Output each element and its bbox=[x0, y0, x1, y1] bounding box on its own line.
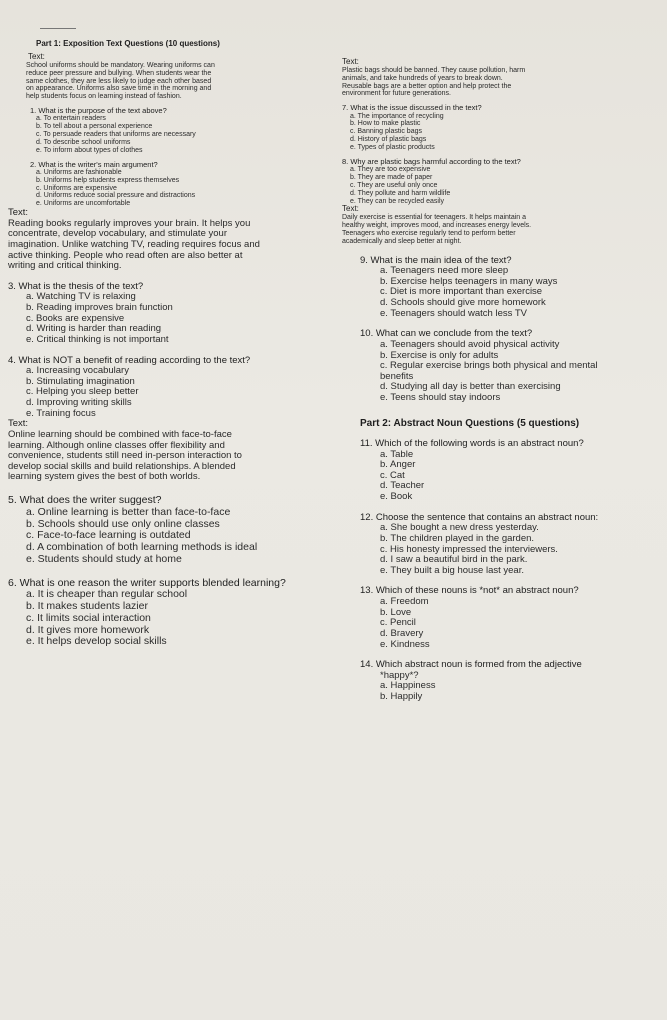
answer-option: b. Exercise helps teenagers in many ways bbox=[380, 275, 558, 287]
passage-line: School uniforms should be mandatory. Wearing uniforms can bbox=[26, 61, 215, 69]
top-rule bbox=[40, 28, 76, 29]
text-label: Text: bbox=[8, 207, 29, 219]
answer-option: e. It helps develop social skills bbox=[26, 635, 167, 648]
answer-option: d. A combination of both learning methods is ideal bbox=[26, 541, 258, 554]
text-label: Text: bbox=[28, 51, 45, 61]
passage-line: concentrate, develop vocabulary, and stimulate your bbox=[8, 228, 227, 240]
answer-option: a. Increasing vocabulary bbox=[26, 365, 129, 377]
question: 5. What does the writer suggest? bbox=[8, 494, 162, 507]
answer-option: a. She bought a new dress yesterday. bbox=[380, 522, 539, 534]
answer-option: d. It gives more homework bbox=[26, 623, 150, 636]
answer-option: a. Teenagers should avoid physical activity bbox=[380, 338, 560, 350]
question: 10. What can we conclude from the text? bbox=[360, 328, 533, 340]
left-column bbox=[6, 40, 336, 648]
question: 8. Why are plastic bags harmful according to the text? bbox=[342, 156, 521, 166]
text-label: Text: bbox=[342, 204, 359, 214]
question: 6. What is one reason the writer supports blended learning? bbox=[8, 576, 286, 589]
passage-line: Reading books regularly improves your brain. It helps you bbox=[8, 217, 251, 229]
question: 12. Choose the sentence that contains an abstract noun: bbox=[360, 511, 599, 523]
answer-option: b. It makes students lazier bbox=[26, 600, 148, 613]
passage-line: help students focus on learning instead of fashion. bbox=[26, 93, 182, 101]
answer-option: b. To tell about a personal experience bbox=[36, 123, 153, 131]
answer-option: a. The importance of recycling bbox=[350, 112, 444, 120]
answer-option: e. They built a big house last year. bbox=[380, 564, 524, 576]
text-label: Text: bbox=[342, 57, 359, 66]
answer-option: d. Bravery bbox=[380, 627, 424, 639]
passage-line: academically and sleep better at night. bbox=[342, 237, 462, 245]
answer-option: e. They can be recycled easily bbox=[350, 197, 445, 205]
answer-option: *happy*? bbox=[380, 669, 419, 681]
answer-option: c. Diet is more important than exercise bbox=[380, 286, 543, 298]
answer-option: e. Uniforms are uncomfortable bbox=[36, 200, 131, 208]
passage-line: imagination. Unlike watching TV, reading requires focus and bbox=[8, 238, 260, 250]
answer-option: a. They are too expensive bbox=[350, 166, 431, 174]
answer-option: d. They pollute and harm wildlife bbox=[350, 189, 451, 197]
question: 9. What is the main idea of the text? bbox=[360, 254, 512, 266]
question: 2. What is the writer's main argument? bbox=[30, 159, 158, 169]
answer-option: e. Kindness bbox=[380, 638, 430, 650]
passage-line: Online learning should be combined with face-to-face bbox=[8, 428, 232, 440]
question: 4. What is NOT a benefit of reading according to the text? bbox=[8, 354, 251, 366]
question: 3. What is the thesis of the text? bbox=[8, 280, 144, 292]
answer-option: d. I saw a beautiful bird in the park. bbox=[380, 554, 528, 566]
answer-option: e. Book bbox=[380, 491, 413, 503]
answer-option: c. Face-to-face learning is outdated bbox=[26, 529, 191, 542]
answer-option: b. Uniforms help students express themselves bbox=[36, 176, 180, 184]
passage-line: Teenagers who exercise regularly tend to perform better bbox=[342, 229, 516, 237]
answer-option: c. Regular exercise brings both physical and mental bbox=[380, 360, 598, 372]
passage-line: same clothes, they are less likely to judge each other based bbox=[26, 77, 212, 85]
answer-option: e. Teenagers should watch less TV bbox=[380, 307, 527, 319]
answer-option: a. Freedom bbox=[380, 596, 429, 608]
answer-option: a. It is cheaper than regular school bbox=[26, 588, 188, 601]
answer-option: c. His honesty impressed the interviewers. bbox=[380, 543, 558, 555]
answer-option: c. Banning plastic bags bbox=[350, 128, 422, 136]
passage-line: develop social skills and build relationships. A blended bbox=[8, 460, 236, 472]
right-column bbox=[340, 58, 662, 703]
answer-option: a. Happiness bbox=[380, 680, 436, 692]
answer-option: c. It limits social interaction bbox=[26, 611, 151, 624]
answer-option: b. Anger bbox=[380, 459, 416, 471]
answer-option: a. Watching TV is relaxing bbox=[26, 291, 136, 303]
answer-option: b. Exercise is only for adults bbox=[380, 349, 499, 361]
answer-option: a. Online learning is better than face-to-face bbox=[26, 505, 231, 518]
passage-line: learning. Although online classes offer flexibility and bbox=[8, 439, 225, 451]
answer-option: d. Teacher bbox=[380, 480, 425, 492]
answer-option: b. Stimulating imagination bbox=[26, 375, 135, 387]
answer-option: d. History of plastic bags bbox=[350, 136, 427, 144]
answer-option: b. They are made of paper bbox=[350, 174, 433, 182]
answer-option: d. Improving writing skills bbox=[26, 397, 132, 409]
answer-option: b. Schools should use only online classes bbox=[26, 517, 220, 530]
passage-line: writing and critical thinking. bbox=[8, 260, 122, 272]
section-heading: Part 2: Abstract Noun Questions (5 questions) bbox=[360, 417, 580, 429]
answer-option: d. Studying all day is better than exercising bbox=[380, 381, 561, 393]
passage-line: on appearance. Uniforms also save time in the morning and bbox=[26, 85, 212, 93]
answer-option: b. Happily bbox=[380, 691, 423, 703]
text-label: Text: bbox=[8, 418, 29, 430]
question: 13. Which of these nouns is *not* an abstract noun? bbox=[360, 585, 579, 597]
answer-option: c. They are useful only once bbox=[350, 181, 438, 189]
answer-option: d. Schools should give more homework bbox=[380, 297, 546, 309]
passage-line: environment for future generations. bbox=[342, 90, 451, 98]
section-heading: Part 1: Exposition Text Questions (10 questions) bbox=[36, 39, 220, 48]
passage-line: Reusable bags are a better option and help protect the bbox=[342, 82, 512, 90]
passage-line: Plastic bags should be banned. They cause pollution, harm bbox=[342, 66, 526, 74]
passage-line: Daily exercise is essential for teenagers. It helps maintain a bbox=[342, 214, 527, 222]
answer-option: c. To persuade readers that uniforms are necessary bbox=[36, 131, 196, 139]
answer-option: e. Teens should stay indoors bbox=[380, 392, 501, 404]
passage-line: active thinking. People who read often are also better at bbox=[8, 249, 243, 261]
passage-line: convenience, students still need in-person interaction to bbox=[8, 450, 242, 462]
passage-line: learning system gives the best of both worlds. bbox=[8, 471, 201, 483]
passage-line: healthy weight, improves mood, and increases energy levels. bbox=[342, 222, 532, 230]
answer-option: c. Helping you sleep better bbox=[26, 386, 139, 398]
answer-option: e. Types of plastic products bbox=[350, 143, 435, 151]
answer-option: a. Teenagers need more sleep bbox=[380, 265, 509, 277]
answer-option: benefits bbox=[380, 370, 414, 382]
answer-option: c. Cat bbox=[380, 469, 405, 481]
answer-option: e. Critical thinking is not important bbox=[26, 333, 169, 345]
answer-option: a. To entertain readers bbox=[36, 115, 106, 123]
answer-option: e. Training focus bbox=[26, 407, 96, 419]
answer-option: c. Pencil bbox=[380, 617, 416, 629]
answer-option: c. Uniforms are expensive bbox=[36, 184, 117, 192]
passage-line: reduce peer pressure and bullying. When students wear the bbox=[26, 69, 212, 77]
question: 14. Which abstract noun is formed from the adjective bbox=[360, 659, 582, 671]
answer-option: d. Writing is harder than reading bbox=[26, 323, 162, 335]
answer-option: b. Love bbox=[380, 606, 412, 618]
answer-option: c. Books are expensive bbox=[26, 312, 125, 324]
answer-option: b. The children played in the garden. bbox=[380, 532, 535, 544]
answer-option: a. Table bbox=[380, 448, 414, 460]
answer-option: d. To describe school uniforms bbox=[36, 138, 131, 146]
answer-option: e. Students should study at home bbox=[26, 552, 182, 565]
answer-option: e. To inform about types of clothes bbox=[36, 146, 143, 154]
answer-option: d. Uniforms reduce social pressure and distractions bbox=[36, 192, 196, 200]
question: 7. What is the issue discussed in the text? bbox=[342, 103, 482, 113]
answer-option: b. How to make plastic bbox=[350, 120, 421, 128]
answer-option: a. Uniforms are fashionable bbox=[36, 168, 122, 176]
question: 11. Which of the following words is an abstract noun? bbox=[360, 437, 584, 449]
passage-line: animals, and take hundreds of years to break down. bbox=[342, 74, 503, 82]
answer-option: b. Reading improves brain function bbox=[26, 302, 173, 314]
question: 1. What is the purpose of the text above? bbox=[30, 106, 167, 116]
